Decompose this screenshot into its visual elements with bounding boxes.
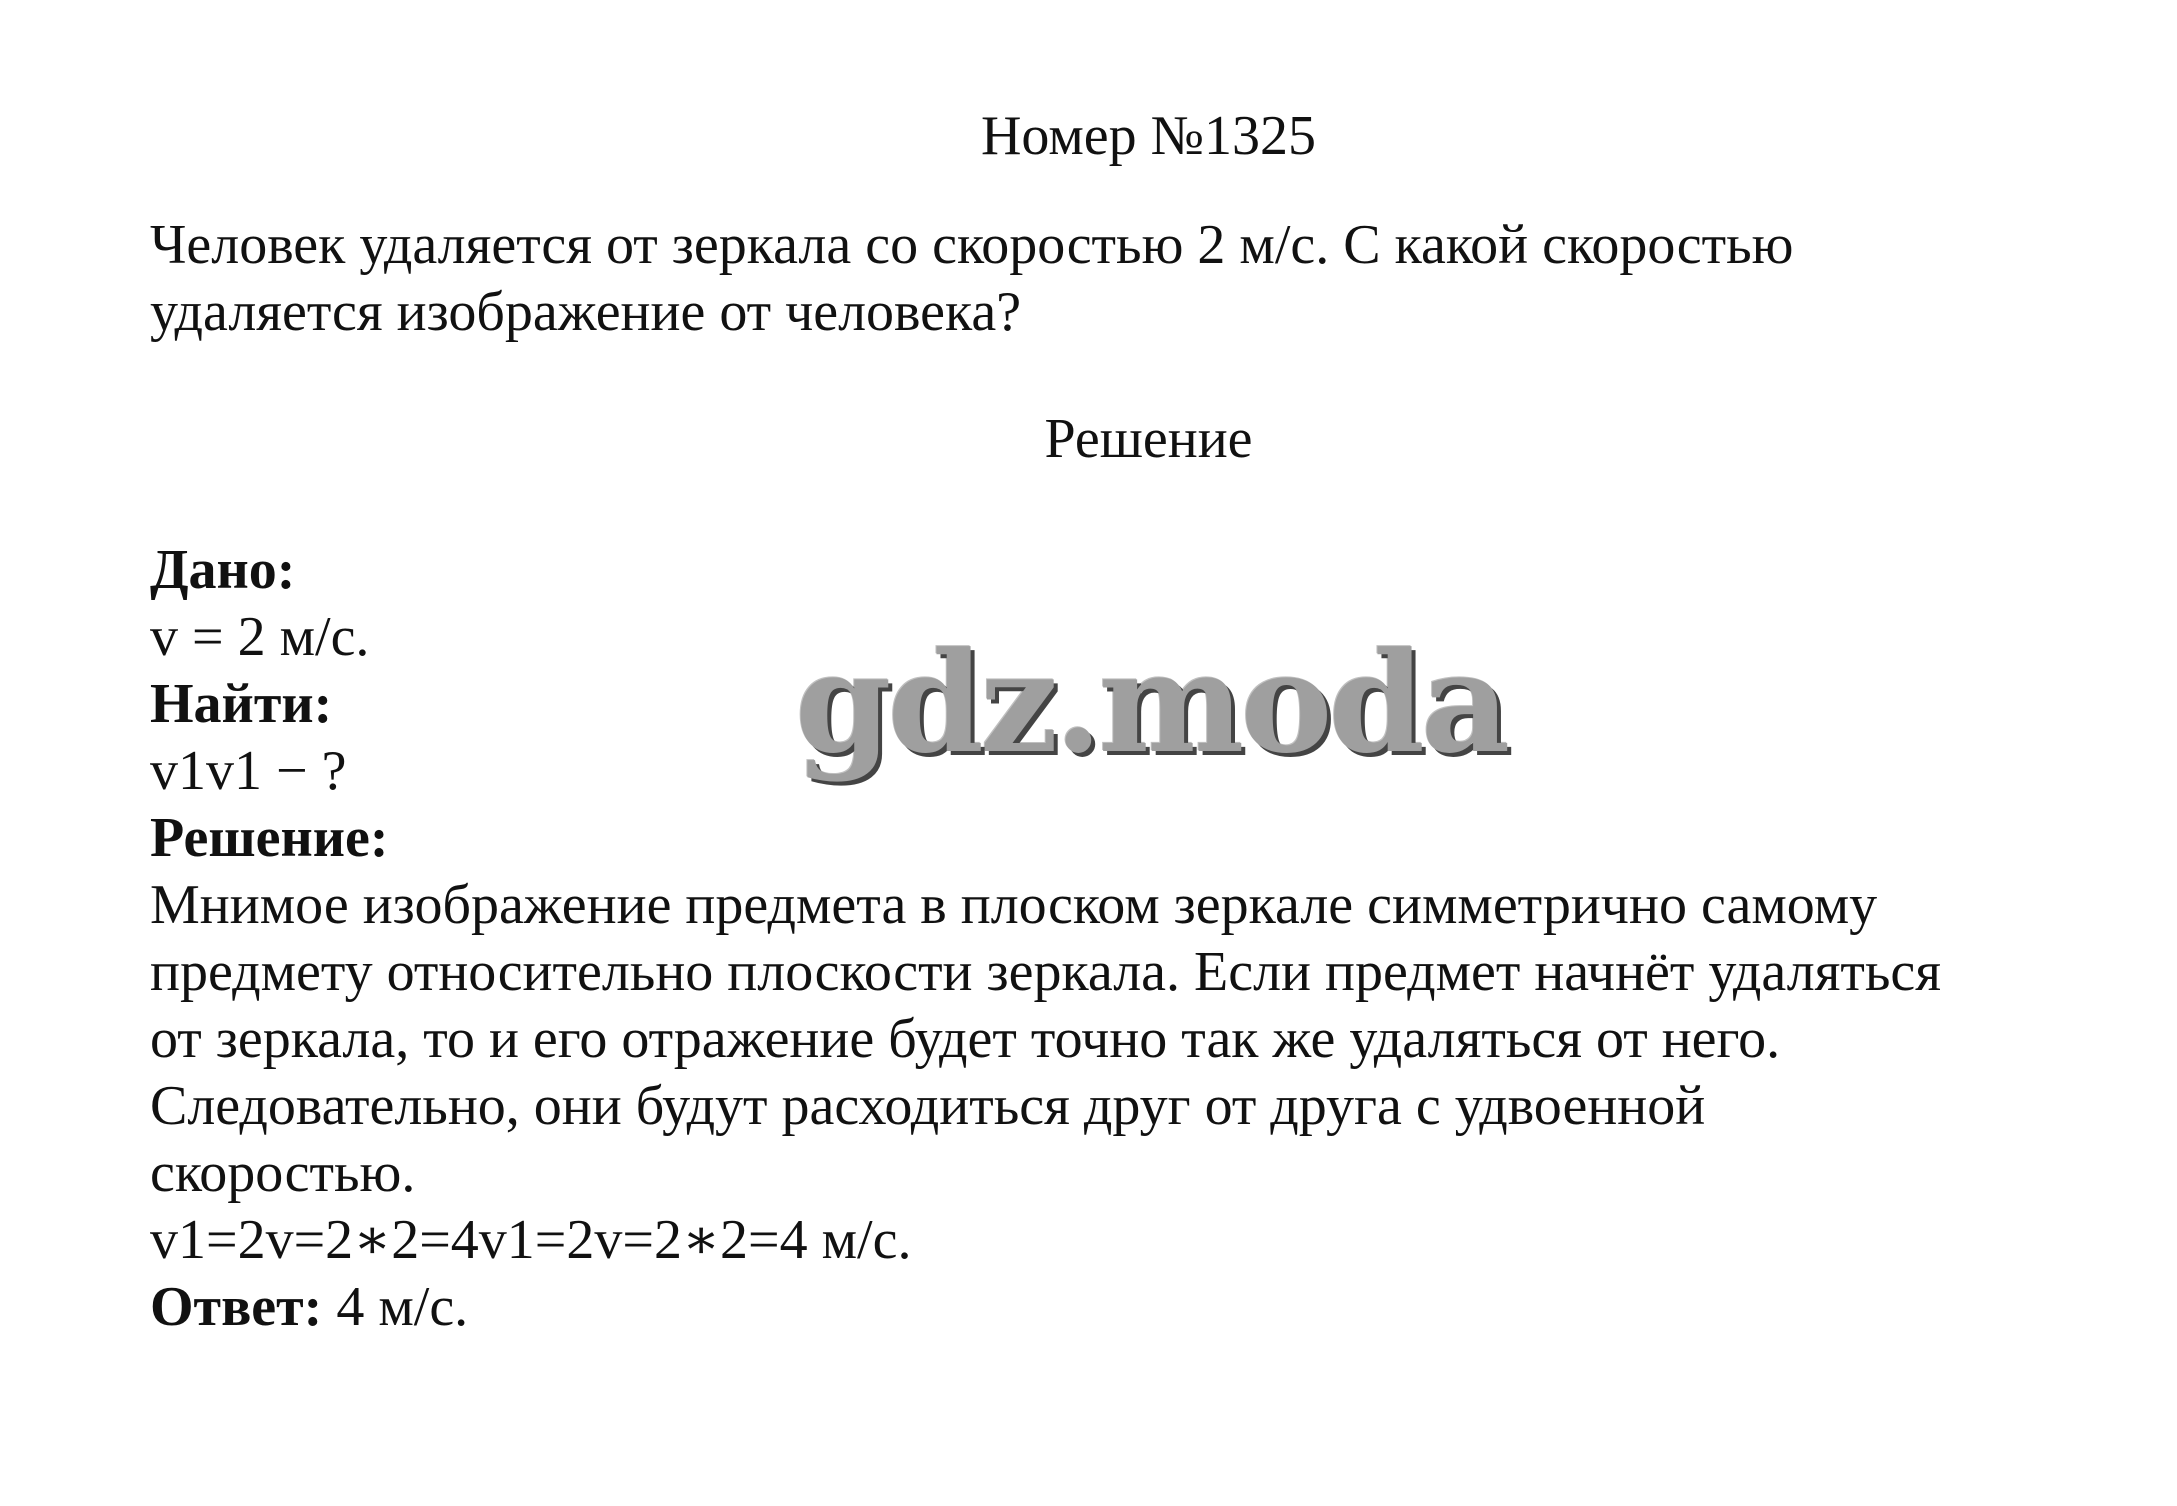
solution-formula: v1=2v=2∗2=4v1=2v=2∗2=4 м/с. xyxy=(150,1209,912,1271)
given-label: Дано: xyxy=(150,539,296,601)
find-value: v1v1 − ? xyxy=(150,740,347,802)
solution-line: предмету относительно плоскости зеркала. Если предмет начнёт удаляться xyxy=(150,941,1942,1003)
problem-line: Человек удаляется от зеркала со скоростью 2 м/с. С какой скоростью xyxy=(150,214,1794,276)
answer-line xyxy=(150,1274,2110,1341)
problem-line: удаляется изображение от человека? xyxy=(150,281,1022,343)
watermark-logo: gdz.moda xyxy=(795,621,1507,784)
solution-label: Решение: xyxy=(150,807,389,869)
find-label: Найти: xyxy=(150,673,333,735)
solution-heading: Решение xyxy=(1044,408,1253,470)
solution-line: Следовательно, они будут расходиться друг от друга с удвоенной xyxy=(150,1075,1706,1137)
problem-title: Номер №1325 xyxy=(980,105,1317,167)
answer-value: 4 м/с. xyxy=(322,1276,469,1338)
solution-line: Мнимое изображение предмета в плоском зеркале симметрично самому xyxy=(150,874,1878,936)
given-value: v = 2 м/с. xyxy=(150,606,370,668)
solution-line: от зеркала, то и его отражение будет точно так же удаляться от него. xyxy=(150,1008,1781,1070)
solution-line: скоростью. xyxy=(150,1142,416,1204)
problem-statement xyxy=(150,212,2110,346)
answer-label: Ответ: xyxy=(150,1276,323,1338)
